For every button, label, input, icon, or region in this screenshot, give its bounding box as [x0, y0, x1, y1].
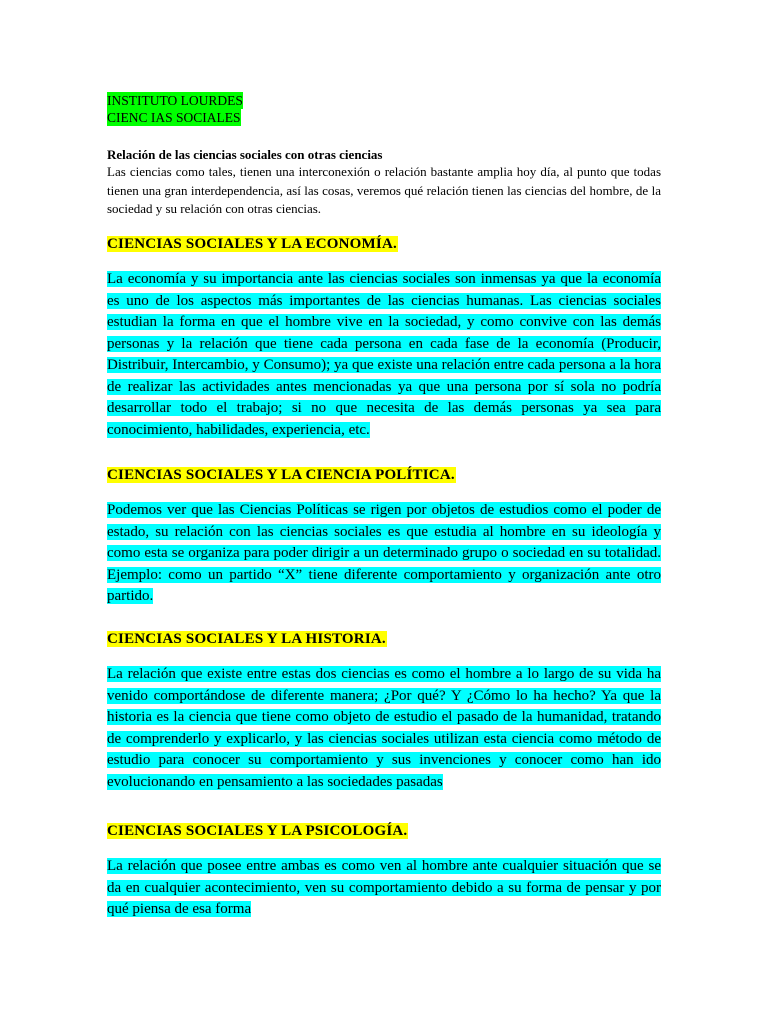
section-heading-politica — [107, 465, 456, 485]
section-heading-historia — [107, 629, 387, 649]
section-heading-text: CIENCIAS SOCIALES Y LA ECONOMÍA. — [107, 236, 397, 252]
section-paragraph-psicologia — [107, 856, 661, 921]
section-paragraph-text: Podemos ver que las Ciencias Políticas se rigen por objetos de estudios como el poder de estado, su relación con las ciencias sociales es que estudia al hombre en su ideología y como esta se organiza para poder dirigir a un determinado grupo o sociedad en su totalidad. Ejemplo: como un partido “X” tiene diferente comportamiento y organización ante otro partido. — [107, 502, 661, 604]
intro-paragraph: Las ciencias como tales, tienen una interconexión o relación bastante amplia hoy día, al punto que todas tienen una gran interdependencia, así las cosas, veremos qué relación tienen las ciencias del hombre, de la sociedad y su relación con otras ciencias. — [107, 164, 661, 216]
section-heading-text: CIENCIAS SOCIALES Y LA PSICOLOGÍA. — [107, 823, 408, 839]
section-paragraph-text: La relación que existe entre estas dos ciencias es como el hombre a lo largo de su vida ha venido comportándose de diferente manera; ¿Por qué? Y ¿Cómo lo ha hecho? Ya que la historia es la ciencia que tiene como objeto de estudio el pasado de la humanidad, tratando de comprenderlo y explicarlo, y las ciencias sociales utilizan esta ciencia como método de estudio para conocer su comportamiento y sus invenciones y conocer como han ido evolucionando en pensamiento a las sociedades pasadas — [107, 666, 661, 790]
section-paragraph-text: La relación que posee entre ambas es como ven al hombre ante cualquier situación que se da en cualquier acontecimiento, ven su comportamiento debido a su forma de pensar y por qué piensa de esa forma — [107, 858, 661, 917]
section-paragraph-politica — [107, 500, 661, 608]
section-heading-text: CIENCIAS SOCIALES Y LA HISTORIA. — [107, 631, 386, 647]
section-heading-text: CIENCIAS SOCIALES Y LA CIENCIA POLÍTICA. — [107, 467, 455, 483]
school-name: INSTITUTO LOURDES — [107, 93, 243, 108]
section-paragraph-text: La economía y su importancia ante las ciencias sociales son inmensas ya que la economía es uno de los aspectos más importantes de las ciencias humanas. Las ciencias sociales estudian la forma en que el hombre vive en la sociedad, y como convive con las demás personas y la relación que tiene cada persona en cada fase de la economía (Producir, Distribuir, Intercambio, y Consumo); ya que existe una relación entre cada persona a la hora de realizar las actividades antes mencionadas ya que una persona por sí sola no podría desarrollar todo el trabajo; si no que necesita de las demás personas ya sea para conocimiento, habilidades, experiencia, etc. — [107, 271, 661, 438]
intro-title: Relación de las ciencias sociales con otras ciencias — [107, 147, 383, 162]
school-header — [107, 92, 243, 126]
section-paragraph-economia — [107, 269, 661, 441]
subject-name: CIENC IAS SOCIALES — [107, 110, 241, 125]
section-paragraph-historia — [107, 664, 661, 793]
section-heading-economia — [107, 234, 398, 254]
section-heading-psicologia — [107, 821, 408, 841]
